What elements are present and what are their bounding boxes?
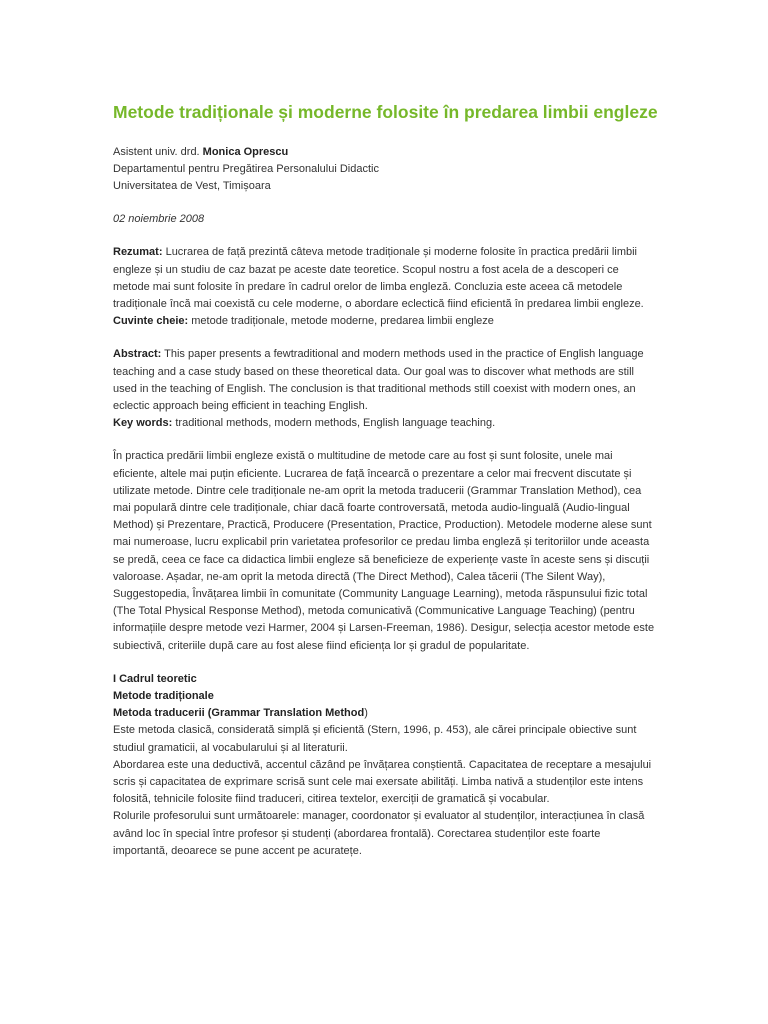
author-line (113, 144, 658, 161)
section-heading: I Cadrul teoretic (113, 672, 197, 685)
spacer (113, 330, 658, 346)
abstract-paragraph (113, 346, 658, 415)
document-page (113, 102, 658, 860)
cuvinte-cheie-paragraph (113, 313, 658, 330)
spacer (113, 655, 658, 671)
intro-paragraph: În practica predării limbii engleze există o multitudine de metode care au fost și sunt folosite, unele mai eficiente, altele mai puțin eficiente. Lucrarea de față încearcă o prezentare a celor mai frecvent discutate și utilizate metode. Dintre cele tradiționale ne-am oprit la metoda traducerii (Grammar Translation Method), cea mai populară dintre cele tradiționale, chiar dacă foarte controversată, metoda audio-linguală (Audio-lingual Method) și Prezentare, Practică, Producere (Presentation, Practice, Production). Metodele moderne alese sunt mai numeroase, lucru explicabil prin varietatea profesorilor ce predau limba engleză și teritoriilor unde aceasta se predă, ceea ce face ca didactica limbii engleze să beneficieze de experiențe vaste în aceste sens și discuții valoroase. Așadar, ne-am oprit la metoda directă (The Direct Method), Calea tăcerii (The Silent Way), Suggestopedia, Învățarea limbii în comunitate (Community Language Learning), metoda răspunsului fizic total (The Total Physical Response Method), metoda comunicativă (Communicative Language Teaching) (pentru informațiile despre metode vezi Harmer, 2004 și Larsen-Freeman, 1986). Desigur, selecția acestor metode este subiectivă, criteriile după care au fost alese fiind eficiența lor și gradul de popularitate. (113, 450, 655, 652)
method-heading-tail: ) (364, 707, 368, 720)
author-department: Departamentul pentru Pregătirea Personalului Didactic (113, 162, 379, 175)
spacer (113, 432, 658, 448)
cuvinte-cheie-text: metode tradiționale, metode moderne, predarea limbii engleze (188, 315, 494, 328)
method-paragraph-1: Este metoda clasică, considerată simplă și eficientă (Stern, 1996, p. 453), ale cărei principale obiective sunt studiul gramaticii, al vocabularului și al literaturii. (113, 724, 637, 754)
key-words-paragraph (113, 415, 658, 432)
section-theory (113, 671, 658, 860)
publication-date: 02 noiembrie 2008 (113, 213, 205, 226)
author-university: Universitatea de Vest, Timișoara (113, 179, 271, 192)
abstract-text: This paper presents a fewtraditional and modern methods used in the practice of English language teaching and a case study based on these theoretical data. Our goal was to discover what methods are still used in the teaching of English. The conclusion is that traditional methods still coexist with modern ones, an eclectic approach being efficient in teaching English. (113, 348, 644, 412)
section-subheading: Metode tradiționale (113, 689, 214, 702)
author-name: Monica Oprescu (202, 145, 289, 158)
rezumat-text: Lucrarea de față prezintă câteva metode tradiționale și moderne folosite în practica predării limbii engleze și un studiu de caz bazat pe aceste date teoretice. Scopul nostru a fost acela de a descoperi ce metode mai sunt folosite în predare în cadrul orelor de limba engleză. Concluzia este aceea că metodele tradiționale încă mai coexistă cu cele moderne, o abordare eclectică fiind eficientă în predarea limbii engleze. (113, 246, 644, 310)
key-words-text: traditional methods, modern methods, English language teaching. (172, 417, 496, 430)
cuvinte-cheie-label: Cuvinte cheie: (113, 315, 189, 328)
author-prefix: Asistent univ. drd. (113, 145, 203, 158)
method-heading: Metoda traducerii (Grammar Translation Method (113, 707, 365, 720)
author-block (113, 144, 658, 196)
method-paragraph-2: Abordarea este una deductivă, accentul căzând pe învățarea conștientă. Capacitatea de receptare a mesajului scris și capacitatea de exprimare scrisă sunt cele mai exersate abilități. Limba nativă a studenților este intens folosită, tehnicile folosite fiind traduceri, citirea textelor, exerciții de gramatică și vocabular. (113, 758, 652, 806)
abstract-block (113, 346, 658, 432)
document-title: Metode tradiționale și moderne folosite în predarea limbii engleze (113, 102, 658, 122)
key-words-label: Key words: (113, 417, 173, 430)
rezumat-block (113, 244, 658, 330)
method-paragraph-3: Rolurile profesorului sunt următoarele: manager, coordonator și evaluator al studenților, interacțiunea în clasă având loc în special între profesor și studenți (abordarea frontală). Corectarea studenților este foarte importantă, deoarece se pune accent pe acuratețe. (113, 810, 645, 857)
rezumat-label: Rezumat: (113, 246, 163, 259)
abstract-label: Abstract: (113, 348, 162, 361)
method-heading-line (113, 705, 658, 722)
rezumat-paragraph (113, 244, 658, 313)
